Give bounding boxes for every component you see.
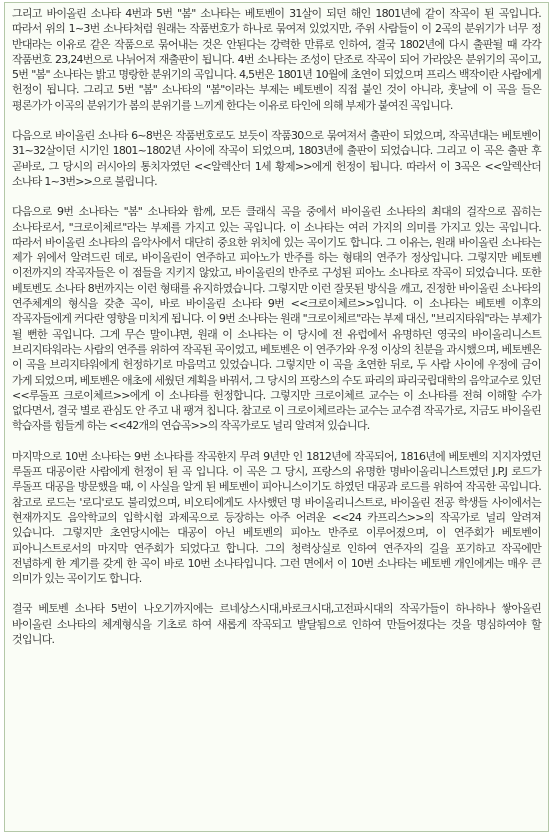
paragraph-conclusion: 결국 베토벤 소나타 5번이 나오기까지에는 르네상스시대,바로크시대,고전파시대의 작곡가들이 하나하나 쌓아올린 바이올린 소나타의 체계형식을 기초로 하여 새롭게 작곡되고 발달됨으로 인하여 만들어졌다는 것을 명심하여야 할 것입니다. [12,602,541,646]
article-frame [4,2,549,832]
paragraph-sonata-10: 마지막으로 10번 소나타는 9번 소나타를 작곡한지 무려 9년만 인 1812년에 작곡되어, 1816년에 베토벤의 지지자였던 루돌프 대공이란 사람에게 헌정이 된 곡 입니다. 이 곡은 그 당시, 프랑스의 유명한 명바이올리니스트였던 J.P.J 로드가 루돌프 대공을 방문했을 때, 이 사실을 알게 된 베토벤이 피아니스이기도 하였던 대공과 로드를 위하여 작곡한 곡입니다. 참고로 로드는 '로디'로도 불리었으며, 비오티에게도 사사했던 명 바이올리니스트로, 바이올린 전공 학생들 사이에서는 현재까지도 음악학교의 입학시험 과제곡으로 등장하는 아주 어려운 <<24 카프리스>>의 작곡가로 널리 알려져 있습니다. 그렇지만 초연당시에는 대공이 아닌 베토벤의 피아노 반주로 이루어졌으며, 이 연주회가 베토벤이 피아니스트로서의 마지막 연주회가 되었다고 합니다. 그의 청력상실로 인하여 연주자의 길을 포기하고 작곡에만 전념하게 한 계기를 갖게 한 곡이 바로 10번 소나타입니다. 그런 면에서 이 10번 소나타는 베토벤 개인에게는 매우 큰 의미가 있는 곡이기도 합니다. [12,449,541,586]
paragraph-sonata-6-8: 다음으로 바이올린 소나타 6~8번은 작품번호로도 보듯이 작품30으로 묶여져서 출판이 되었으며, 작곡년대는 베토벤이 31~32살이던 시기인 1801~1802년 사이에 작곡이 되었으며, 1803년에 출판이 되었습니다. 그리고 이 곡은 출판 후 곧바로, 그 당시의 러시아의 통치자였던 <<알렉산더 1세 황제>>에게 헌정이 됩니다. 따라서 이 3곡은 <<알렉산더 소나타 1~3번>>으로 불립니다. [12,129,541,188]
paragraph-sonata-9: 다음으로 9번 소나타는 "봄" 소나타와 함께, 모든 클래식 곡을 중에서 바이올린 소나타의 최대의 걸작으로 꼽히는 소나타로서, "크로이체르"라는 부제를 가지고 있는 곡입니다. 이 소나타는 여러 가지의 의미를 가지고 있는 곡입니다. 따라서 바이올린 소나타의 음악사에서 대단히 중요한 위치에 있는 곡이기도 합니다. 그 이유는, 원래 바이올린 소나타는 제가 위에서 알려드린 데로, 바이올린이 연주하고 피아노가 반주를 하는 형태의 연주가 정상입니다. 그렇지만 베토벤 이전까지의 작곡자들은 이 점들을 지키지 않았고, 바이올린의 반주로 구성된 피아노 소나타로 작곡이 되었습니다. 또한 베토벤도 소나타 8번까지는 이런 형태를 유지하였습니다. 그렇지만 이런 잘못된 방식을 깨고, 진정한 바이올린 소나타의 연주체계의 형식을 갖춘 곡이, 바로 바이올린 소나타 9번 <<크로이체르>>입니다. 이 소나타는 베토벤 이후의 작곡자들에게 커다란 영향을 미치게 됩니다. 이 9번 소나타는 원래 "크로이체르"라는 부제 대신, "브리지타워"라는 부제가 될 뻔한 곡입니다. 그게 무슨 말이냐면, 원래 이 소나타는 이 당시에 전 유럽에서 유명하던 영국의 바이올리니스트 브리지타워라는 사람의 연주를 위하여 작곡된 곡이었고, 베토벤은 이 연주가와 우정 이상의 친분을 과시했으며, 베토벤은 이 곡을 브리지타워에게 헌정하기로 마음먹고 있었습니다. 그렇지만 이 곡을 초연한 뒤로, 두 사람 사이에 우정에 금이 가게 되었으며, 베토벤은 애초에 세웠던 계획을 바꿔서, 그 당시의 프랑스의 수도 파리의 파리국립대학의 음악교수로 있던 <<루돌프 크로이체르>>에게 이 소나타를 헌정합니다. 그렇지만 크로이체르 교수는 이 소나타를 전혀 이해할 수가 없다면서, 결국 별로 관심도 안 주고 내 팽겨 칩니다. 참고로 이 크로이체르라는 교수는 교수겸 작곡가로, 지금도 바이올린 학습자를 힘들게 하는 <<42개의 연습곡>>의 작곡가로도 널리 알려져 있습니다. [12,205,541,433]
paragraph-sonata-4-5: 그리고 바이올린 소나타 4번과 5번 "봄" 소나타는 베토벤이 31살이 되던 해인 1801년에 같이 작곡이 된 곡입니다. 따라서 위의 1~3번 소나타처럼 원래는 작품번호가 하나로 묶여져 있었지만, 주위 사람들이 이 2곡의 분위기가 너무 정 반대라는 이유로 같은 작품으로 묶어내는 것은 안된다는 강력한 만류로 인하여, 결국 1802년에 다시 출판될 때 각각 작품번호 23,24번으로 나뉘어져 재출판이 됩니다. 4번 소나타는 조성이 단조로 작곡이 되어 가라앉은 분위기의 곡이고, 5번 "봄" 소나타는 밝고 명랑한 분위기의 곡입니다. 4,5번은 1801년 10월에 초연이 되었으며 프리스 백작이란 사람에게 헌정이 됩니다. 그리고 5번 "봄" 소나타의 "봄"이라는 부제는 베토벤이 직접 붙인 것이 아니라, 훗날에 이 곡을 들은 평론가가 이곡의 분위기가 봄의 분위기를 느끼게 한다는 이유로 타인에 의해 부제가 붙여진 곡입니다. [12,7,541,112]
